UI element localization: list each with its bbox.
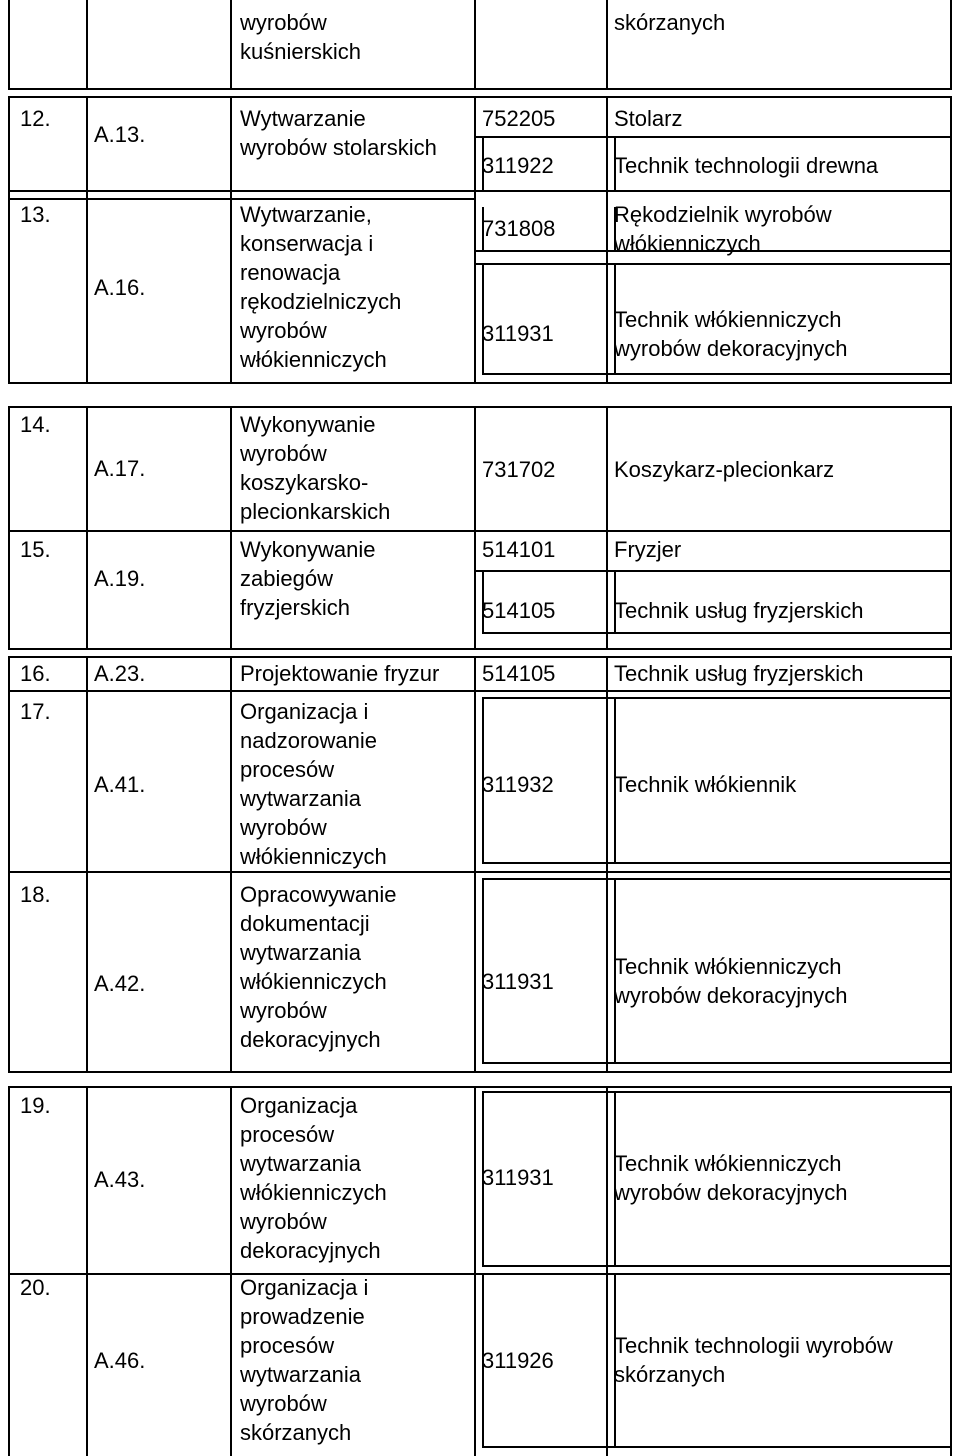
grid-line-horizontal <box>8 88 952 90</box>
grid-line-vertical <box>8 656 10 1071</box>
symbol-cell: A.41. <box>94 772 146 797</box>
grid-line-horizontal <box>474 136 952 138</box>
grid-line-vertical <box>8 0 10 88</box>
profession-cell: Technik usług fryzjerskich <box>614 598 864 623</box>
grid-line-vertical <box>606 406 608 648</box>
profession-cell: Technik włókienniczych wyrobów dekoracyjnych <box>614 1151 848 1205</box>
code-cell: 311926 <box>482 1348 554 1373</box>
code-cell: 731808 <box>482 216 556 241</box>
grid-line-vertical <box>230 406 232 648</box>
lp-cell: 20. <box>20 1275 51 1300</box>
grid-line-vertical <box>230 96 232 382</box>
symbol-cell: A.19. <box>94 566 146 591</box>
profession-cell: Technik technologii wyrobów skórzanych <box>614 1333 893 1387</box>
lp-cell: 13. <box>20 202 51 227</box>
symbol-cell: A.16. <box>94 275 146 300</box>
profession-cell: Stolarz <box>614 106 683 131</box>
grid-line-horizontal <box>474 263 952 265</box>
grid-line-horizontal <box>8 1273 952 1275</box>
lp-cell: 16. <box>20 661 51 686</box>
symbol-cell: A.23. <box>94 661 146 686</box>
lp-cell: 14. <box>20 412 51 437</box>
profession-cell: Technik włókiennik <box>614 772 797 797</box>
name-cell: Projektowanie fryzur <box>240 661 440 686</box>
grid-line-vertical <box>950 1086 952 1456</box>
code-cell: 311931 <box>482 321 554 346</box>
grid-line-vertical <box>8 96 10 382</box>
code-cell: 731702 <box>482 457 556 482</box>
grid-line-vertical <box>474 406 476 648</box>
grid-line-vertical <box>606 96 608 382</box>
profession-cell: Koszykarz-plecionkarz <box>614 457 835 482</box>
grid-line-vertical <box>86 1086 88 1456</box>
lp-cell: 19. <box>20 1093 51 1118</box>
grid-line-horizontal <box>8 382 952 384</box>
symbol-cell: A.46. <box>94 1348 146 1373</box>
profession-cell: Technik włókienniczych wyrobów dekoracyjnych <box>614 307 848 361</box>
code-cell: 514105 <box>482 598 556 623</box>
grid-line-vertical <box>950 96 952 382</box>
name-cell: Organizacja procesów wytwarzania włókienniczych wyrobów dekoracyjnych <box>240 1093 387 1263</box>
grid-line-vertical <box>86 656 88 1071</box>
code-cell: 311932 <box>482 772 554 797</box>
grid-line-horizontal <box>482 1091 950 1093</box>
profession-cell: Rękodzielnik wyrobów włókienniczych <box>614 202 832 256</box>
grid-line-vertical <box>8 406 10 648</box>
name-cell: Wytwarzanie wyrobów stolarskich <box>240 106 437 160</box>
profession-cell: Technik usług fryzjerskich <box>614 661 864 686</box>
lp-cell: 12. <box>20 106 51 131</box>
profession-cell: Technik technologii drewna <box>614 153 879 178</box>
lp-cell: 17. <box>20 699 51 724</box>
grid-line-vertical <box>86 96 88 382</box>
name-cell: Organizacja i prowadzenie procesów wytwarzania wyrobów skórzanych <box>240 1275 369 1445</box>
lp-cell: 18. <box>20 882 51 907</box>
grid-line-horizontal <box>8 96 952 98</box>
grid-line-vertical <box>230 656 232 1071</box>
grid-line-vertical <box>86 406 88 648</box>
code-cell: 514105 <box>482 661 556 686</box>
symbol-cell: A.43. <box>94 1167 146 1192</box>
name-cell: Wytwarzanie, konserwacja i renowacja rękodzielniczych wyrobów włókienniczych <box>240 202 402 372</box>
grid-line-vertical <box>474 0 476 88</box>
code-cell: 311931 <box>482 1165 554 1190</box>
grid-line-vertical <box>474 656 476 1071</box>
code-cell: 514101 <box>482 537 556 562</box>
code-cell: 311931 <box>482 969 554 994</box>
grid-line-vertical <box>606 1086 608 1456</box>
grid-line-horizontal <box>8 648 952 650</box>
grid-line-horizontal <box>8 530 952 532</box>
grid-line-horizontal <box>474 570 952 572</box>
grid-line-vertical <box>950 406 952 648</box>
grid-line-horizontal <box>482 632 950 634</box>
grid-line-horizontal <box>482 373 950 375</box>
grid-line-horizontal <box>8 656 952 658</box>
grid-line-horizontal <box>8 406 952 408</box>
code-cell: 311922 <box>482 153 554 178</box>
grid-line-vertical <box>606 0 608 88</box>
profession-cell: Technik włókienniczych wyrobów dekoracyjnych <box>614 954 848 1008</box>
grid-line-horizontal <box>482 862 950 864</box>
grid-line-vertical <box>950 0 952 88</box>
grid-line-vertical <box>8 1086 10 1456</box>
symbol-cell: A.13. <box>94 122 146 147</box>
grid-line-horizontal <box>8 190 952 192</box>
grid-line-horizontal <box>8 690 952 692</box>
grid-line-vertical <box>950 656 952 1071</box>
grid-line-horizontal <box>8 1071 952 1073</box>
symbol-cell: A.42. <box>94 971 146 996</box>
grid-line-vertical <box>474 96 476 382</box>
name-cell: Wykonywanie zabiegów fryzjerskich <box>240 537 376 620</box>
grid-line-horizontal <box>482 1062 950 1064</box>
name-cell: Wykonywanie wyrobów koszykarsko- plecionkarskich <box>240 412 391 524</box>
grid-line-horizontal <box>8 1086 952 1088</box>
grid-line-horizontal <box>482 878 950 880</box>
grid-line-horizontal <box>8 871 952 873</box>
grid-line-vertical <box>474 1086 476 1456</box>
grid-line-vertical <box>230 0 232 88</box>
name-cell: Opracowywanie dokumentacji wytwarzania włókienniczych wyrobów dekoracyjnych <box>240 882 397 1052</box>
symbol-cell: A.17. <box>94 456 146 481</box>
grid-line-vertical <box>86 0 88 88</box>
name-cell: Organizacja i nadzorowanie procesów wytwarzania wyrobów włókienniczych <box>240 699 387 869</box>
profession-cell: Fryzjer <box>614 537 682 562</box>
profession-cell-continued: skórzanych <box>614 10 726 35</box>
code-cell: 752205 <box>482 106 556 131</box>
grid-line-horizontal <box>482 697 950 699</box>
grid-line-horizontal <box>482 1446 950 1448</box>
grid-line-vertical <box>230 1086 232 1456</box>
lp-cell: 15. <box>20 537 51 562</box>
name-cell-continued: wyrobów kuśnierskich <box>240 10 362 64</box>
grid-line-horizontal <box>482 1265 950 1267</box>
